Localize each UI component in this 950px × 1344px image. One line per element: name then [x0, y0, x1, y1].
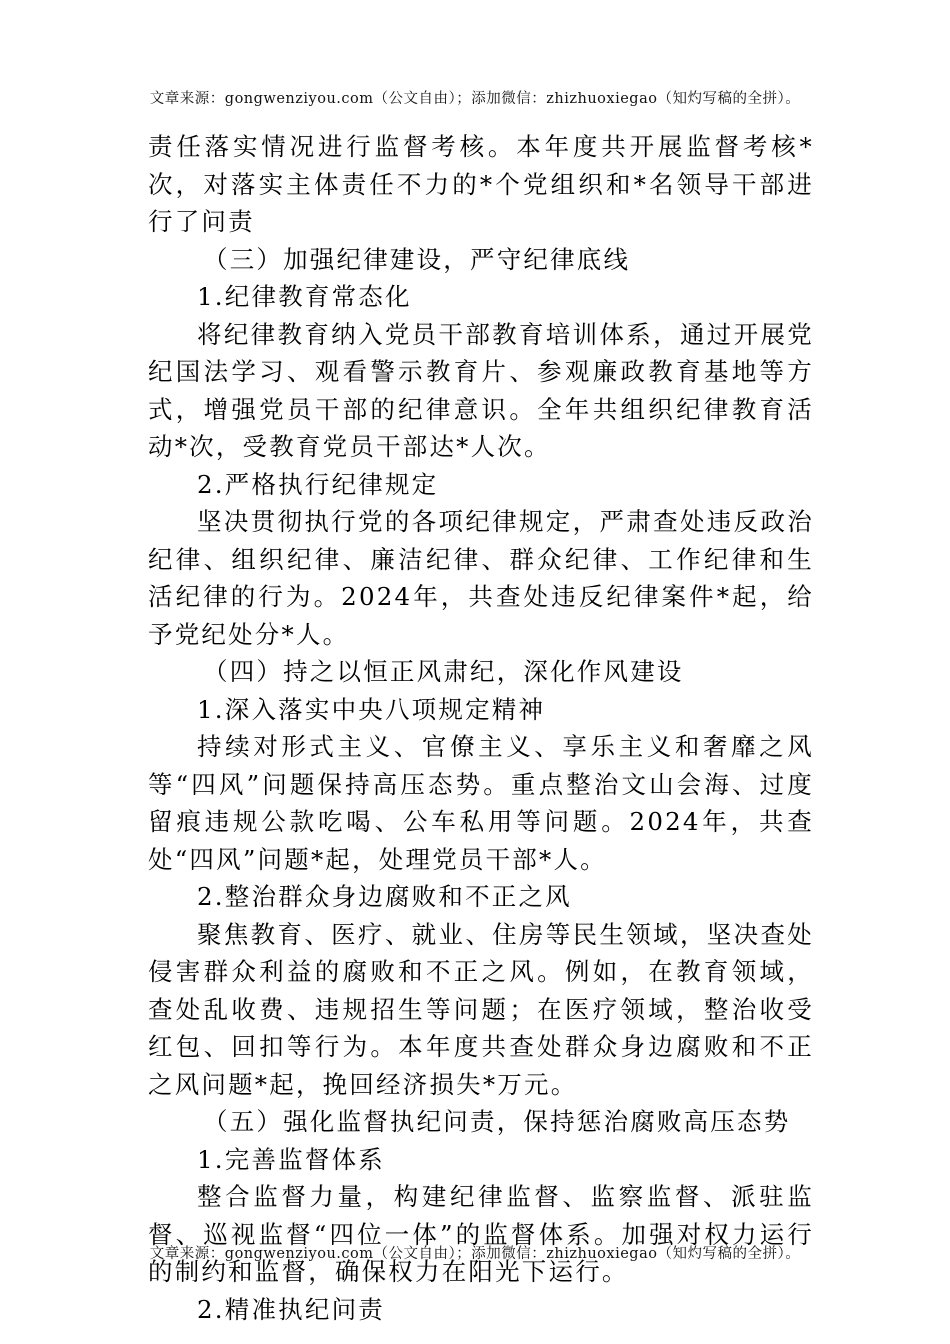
section-5-item-1-title: 1.完善监督体系: [197, 1144, 385, 1174]
header-source-line: 文章来源：gongwenziyou.com（公文自由）；添加微信：zhizhuoxiegao（知灼写稿的全拼）。: [149, 91, 801, 107]
section-4-title: （四）持之以恒正风肃纪，深化作风建设: [203, 657, 684, 686]
document-body: [148, 128, 814, 1328]
section-4-item-1-text: 持续对形式主义、官僚主义、享乐主义和奢靡之风等“四风”问题保持高压态势。重点整治文山会海、过度留痕违规公款吃喝、公车私用等问题。2024年，共查处“四风”问题*起，处理党员干部*人。: [148, 732, 814, 874]
section-5-item-1-text: 整合监督力量，构建纪律监督、监察监督、派驻监督、巡视监督“四位一体”的监督体系。加强对权力运行的制约和监督，确保权力在阳光下运行。: [148, 1182, 814, 1286]
section-5-title: （五）强化监督执纪问责，保持惩治腐败高压态势: [203, 1107, 791, 1136]
section-3-item-1-title: 1.纪律教育常态化: [197, 282, 412, 311]
section-3-item-2-title: 2.严格执行纪律规定: [197, 469, 439, 499]
section-4-item-2-title: 2.整治群众身边腐败和不正之风: [197, 882, 572, 911]
section-5-item-2-title: 2.精准执纪问责: [197, 1294, 385, 1324]
section-4-item-1-title: 1.深入落实中央八项规定精神: [197, 694, 546, 724]
footer-source-line: 文章来源：gongwenziyou.com（公文自由）；添加微信：zhizhuoxiegao（知灼写稿的全拼）。: [149, 1246, 801, 1262]
continued-paragraph: 责任落实情况进行监督考核。本年度共开展监督考核*次，对落实主体责任不力的*个党组织和*名领导干部进行了问责: [148, 132, 814, 236]
section-3-item-2-text: 坚决贯彻执行党的各项纪律规定，严肃查处违反政治纪律、组织纪律、廉洁纪律、群众纪律、工作纪律和生活纪律的行为。2024年，共查处违反纪律案件*起，给予党纪处分*人。: [148, 507, 814, 649]
section-3-item-1-text: 将纪律教育纳入党员干部教育培训体系，通过开展党纪国法学习、观看警示教育片、参观廉政教育基地等方式，增强党员干部的纪律意识。全年共组织纪律教育活动*次，受教育党员干部达*人次。: [148, 319, 814, 461]
section-3-title: （三）加强纪律建设，严守纪律底线: [203, 244, 631, 274]
section-4-item-2-text: 聚焦教育、医疗、就业、住房等民生领域，坚决查处侵害群众利益的腐败和不正之风。例如，在教育领域，查处乱收费、违规招生等问题；在医疗领域，整治收受红包、回扣等行为。本年度共查处群众身边腐败和不正之风问题*起，挽回经济损失*万元。: [148, 919, 814, 1099]
